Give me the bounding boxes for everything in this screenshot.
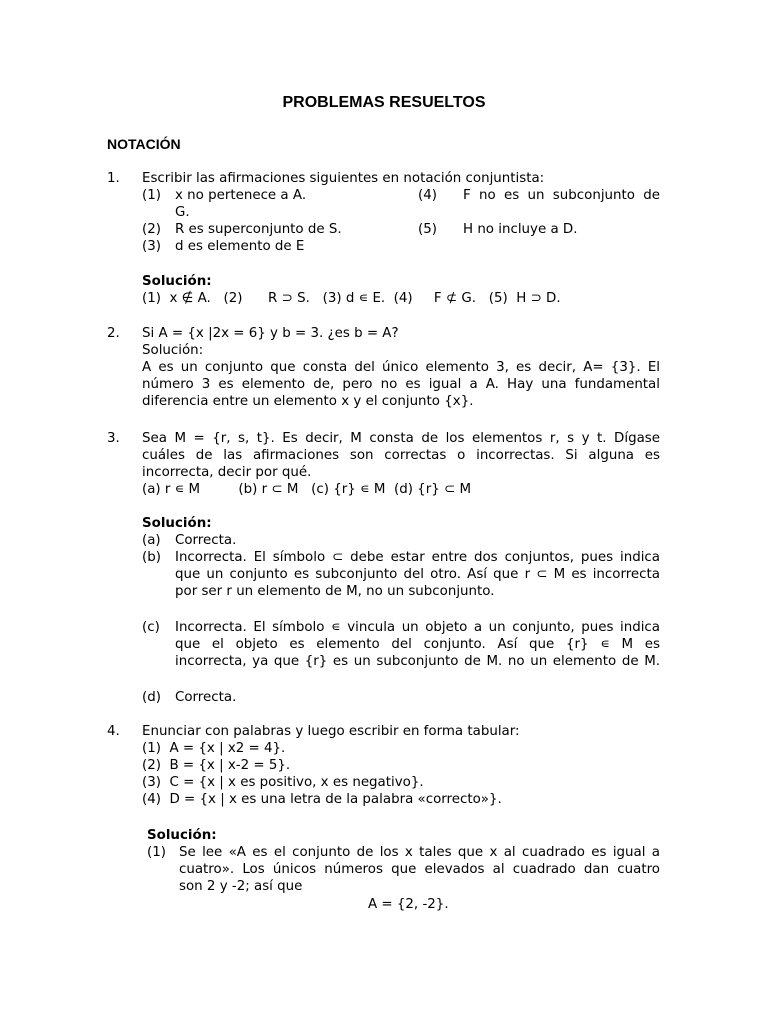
section-heading: NOTACIÓN	[107, 136, 181, 152]
item-text: por ser r un elemento de M, no un subconjunto.	[175, 584, 495, 599]
item-number: (b)	[142, 550, 161, 565]
item-number: (d)	[142, 690, 161, 705]
solution-text: diferencia entre un elemento x y el conjunto {x}.	[142, 394, 474, 409]
item-number: (a)	[142, 533, 161, 548]
solution-label: Solución:	[147, 828, 217, 843]
solution-label: Solución:	[142, 516, 212, 531]
solution-text: A es un conjunto que consta del único elemento 3, es decir, A= {3}. El	[142, 360, 660, 375]
item-text: Incorrecta. El símbolo ∊ vincula un objeto a un conjunto, pues indica	[175, 620, 660, 635]
problem-statement: Sea M = {r, s, t}. Es decir, M consta de los elementos r, s y t. Dígase	[142, 431, 660, 446]
item-text: d es elemento de E	[175, 239, 305, 254]
item-number: (3)	[142, 239, 161, 254]
problem-statement: Si A = {x |2x = 6} y b = 3. ¿es b = A?	[142, 326, 399, 341]
problem-statement: cuáles de las afirmaciones son correctas o incorrectas. Si alguna es	[142, 448, 660, 463]
item-text: incorrecta, ya que {r} es un subconjunto de M. no un elemento de M.	[175, 654, 660, 669]
item-text: que un conjunto es subconjunto del otro. Así que r ⊂ M es incorrecta	[175, 567, 660, 582]
page-title: PROBLEMAS RESUELTOS	[282, 94, 486, 111]
item-number: (5)	[418, 222, 437, 237]
list-item: (2) B = {x | x-2 = 5}.	[142, 758, 291, 773]
item-text: Se lee «A es el conjunto de los x tales que x al cuadrado es igual a	[179, 845, 660, 860]
options-line: (a) r ∊ M (b) r ⊂ M (c) {r} ∊ M (d) {r} ⊂ M	[142, 482, 472, 497]
item-text: Correcta.	[175, 690, 237, 705]
problem-number: 3.	[107, 431, 120, 446]
list-item: (4) D = {x | x es una letra de la palabra «correcto»}.	[142, 792, 502, 807]
problem-number: 1.	[107, 171, 120, 186]
item-text: H no incluye a D.	[463, 222, 578, 237]
item-text-continued: G.	[175, 205, 190, 220]
item-number: (1)	[142, 188, 161, 203]
item-number: (2)	[142, 222, 161, 237]
item-text: x no pertenece a A.	[175, 188, 307, 203]
item-text: F no es un subconjunto de	[463, 188, 660, 203]
problem-statement: incorrecta, decir por qué.	[142, 465, 312, 480]
item-number: (4)	[418, 188, 437, 203]
result-formula: A = {2, -2}.	[368, 897, 449, 912]
item-text: que el objeto es elemento del conjunto. Así que {r} ∊ M es	[175, 637, 660, 652]
list-item: (1) A = {x | x2 = 4}.	[142, 741, 286, 756]
problem-statement: Enunciar con palabras y luego escribir en forma tabular:	[142, 724, 520, 739]
item-text: son 2 y -2; así que	[179, 879, 303, 894]
list-item: (3) C = {x | x es positivo, x es negativo}.	[142, 775, 424, 790]
solution-label: Solución:	[142, 343, 204, 358]
solution-text: número 3 es elemento de, pero no es igual a A. Hay una fundamental	[142, 377, 660, 392]
problem-number: 2.	[107, 326, 120, 341]
solution-label: Solución:	[142, 274, 212, 289]
problem-statement: Escribir las afirmaciones siguientes en notación conjuntista:	[142, 171, 545, 186]
item-text: cuatro». Los únicos números que elevados al cuadrado dan cuatro	[179, 862, 660, 877]
item-text: Incorrecta. El símbolo ⊂ debe estar entre dos conjuntos, pues indica	[175, 550, 660, 565]
item-number: (1)	[147, 845, 166, 860]
problem-number: 4.	[107, 724, 120, 739]
item-text: Correcta.	[175, 533, 237, 548]
solution-text: (1) x ∉ A. (2) R ⊃ S. (3) d ∊ E. (4) F ⊄ G. (5) H ⊃ D.	[142, 291, 561, 306]
item-number: (c)	[142, 620, 160, 635]
item-text: R es superconjunto de S.	[175, 222, 342, 237]
